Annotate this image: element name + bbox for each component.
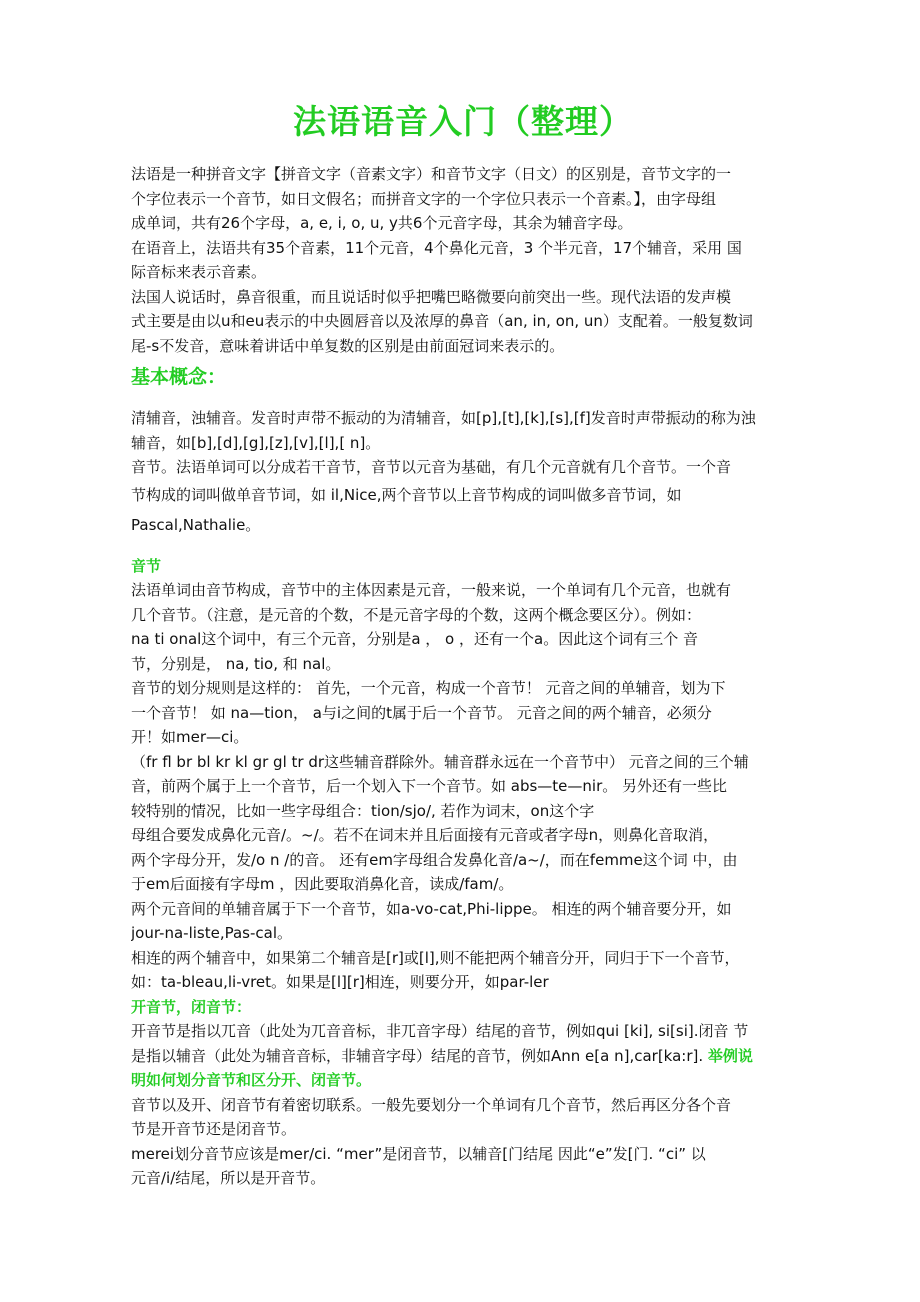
open-line: 节是开音节还是闭音节。 — [131, 1120, 297, 1138]
intro-line: 际音标来表示音素。 — [131, 263, 267, 281]
syllable-heading: 音节 — [131, 556, 162, 575]
basic-line: Pascal,Nathalie。 — [131, 515, 261, 534]
syllable-line: na ti onal这个词中，有三个元音，分别是a ， o ，还有一个a。因此这个词有三个 音 — [131, 630, 698, 648]
syllable-line: 法语单词由音节构成，音节中的主体因素是元音，一般来说，一个单词有几个元音，也就有 — [131, 581, 732, 599]
syllable-line: 一个音节！ 如 na—tion， a与i之间的t属于后一个音节。 元音之间的两个辅音，必须分 — [131, 703, 712, 722]
syllable-line: （fr fl br bl kr kl gr gl tr dr这些辅音群除外。辅音群永远在一个音节中） 元音之间的三个辅 — [131, 752, 749, 771]
open-closed-syllable-heading: 开音节，闭音节： — [131, 997, 252, 1016]
basic-concepts-paragraph — [131, 406, 795, 540]
intro-line: 法国人说话时，鼻音很重，而且说话时似乎把嘴巴略微要向前突出一些。现代法语的发声模 — [131, 287, 732, 306]
open-closed-paragraph — [131, 1019, 795, 1191]
example-highlight-end: 明如何划分音节和区分开、闭音节。 — [131, 1071, 372, 1089]
intro-paragraph — [131, 162, 795, 358]
basic-line: 辅音，如[b],[d],[g],[z],[v],[l],[ n]。 — [131, 433, 381, 452]
document-title: 法语语音入门（整理） — [293, 102, 633, 141]
syllable-line: 较特别的情况，比如一些字母组合：tion/sjo/, 若作为词末，on这个字 — [131, 801, 595, 820]
syllable-line: 几个音节。（注意，是元音的个数，不是元音字母的个数，这两个概念要区分）。例如： — [131, 605, 702, 624]
syllable-line: 于em后面接有字母m ，因此要取消鼻化音，读成/fam/。 — [131, 875, 514, 893]
basic-line: 节构成的词叫做单音节词，如 il,Nice,两个音节以上音节构成的词叫做多音节词，如 — [131, 485, 682, 504]
example-highlight-start: 举例说 — [707, 1046, 753, 1065]
basic-concepts-heading: 基本概念： — [131, 366, 227, 388]
open-line: 开音节是指以兀音（此处为兀音音标，非兀音字母）结尾的音节，例如qui [ki], si[si].闭音 节 — [131, 1022, 749, 1040]
syllable-line: 母组合要发成鼻化元音/。~/。若不在词末并且后面接有元音或者字母n，则鼻化音取消， — [131, 826, 719, 844]
open-line-text: 是指以辅音（此处为辅音音标，非辅音字母）结尾的音节，例如Ann e[a n],car[ka:r]. — [131, 1046, 704, 1065]
open-line: 元音/i/结尾，所以是开音节。 — [131, 1169, 326, 1187]
syllable-line: 如：ta-bleau,li-vret。如果是[l][r]相连，则要分开，如par-ler — [131, 973, 549, 991]
intro-line: 式主要是由以u和eu表示的中央圆唇音以及浓厚的鼻音（an, in, on, un）支配着。一般复数词 — [131, 312, 753, 330]
syllable-line: 音，前两个属于上一个音节，后一个划入下一个音节。如 abs—te—nir。 另外还有一些比 — [131, 777, 728, 795]
intro-line: 个字位表示一个音节，如日文假名；而拼音文字的一个字位只表示一个音素。】，由字母组 — [131, 189, 717, 208]
intro-line: 尾-s不发音，意味着讲话中单复数的区别是由前面冠词来表示的。 — [131, 336, 565, 355]
syllable-line: 节，分别是， na, tio, 和 nal。 — [131, 654, 341, 673]
syllable-line: jour-na-liste,Pas-cal。 — [131, 924, 293, 942]
intro-line: 法语是一种拼音文字【拼音文字（音素文字）和音节文字（日文）的区别是，音节文字的一 — [131, 165, 732, 183]
syllable-line: 两个字母分开，发/o n /的音。 还有em字母组合发鼻化音/a~/，而在femme这个词 中，由 — [131, 850, 738, 869]
syllable-line: 两个元音间的单辅音属于下一个音节，如a-vo-cat,Phi-lippe。 相连的两个辅音要分开，如 — [131, 899, 732, 918]
basic-line: 清辅音，浊辅音。发音时声带不振动的为清辅音，如[p],[t],[k],[s],[f]发音时声带振动的称为浊 — [131, 409, 756, 427]
syllable-line: 相连的两个辅音中，如果第二个辅音是[r]或[l],则不能把两个辅音分开，同归于下一个音节， — [131, 948, 740, 967]
intro-line: 成单词，共有26个字母，a, e, i, o, u, y共6个元音字母，其余为辅音字母。 — [131, 214, 633, 232]
syllable-line: 音节的划分规则是这样的： 首先，一个元音，构成一个音节！ 元音之间的单辅音，划为下 — [131, 679, 726, 697]
intro-line: 在语音上，法语共有35个音素，11个元音，4个鼻化元音，3 个半元音，17个辅音，采用 国 — [131, 238, 742, 257]
open-line-with-highlight — [131, 1044, 795, 1069]
basic-line: 音节。法语单词可以分成若干音节，音节以元音为基础，有几个元音就有几个音节。一个音 — [131, 458, 732, 476]
syllable-line: 开！如mer—ci。 — [131, 728, 249, 746]
open-line: 音节以及开、闭音节有着密切联系。一般先要划分一个单词有几个音节，然后再区分各个音 — [131, 1095, 732, 1114]
syllable-paragraph — [131, 578, 795, 995]
document-page — [131, 96, 795, 1191]
open-line: merei划分音节应该是mer/ci. “mer”是闭音节，以辅音[门结尾 因此“e”发[门. “ci” 以 — [131, 1144, 706, 1163]
